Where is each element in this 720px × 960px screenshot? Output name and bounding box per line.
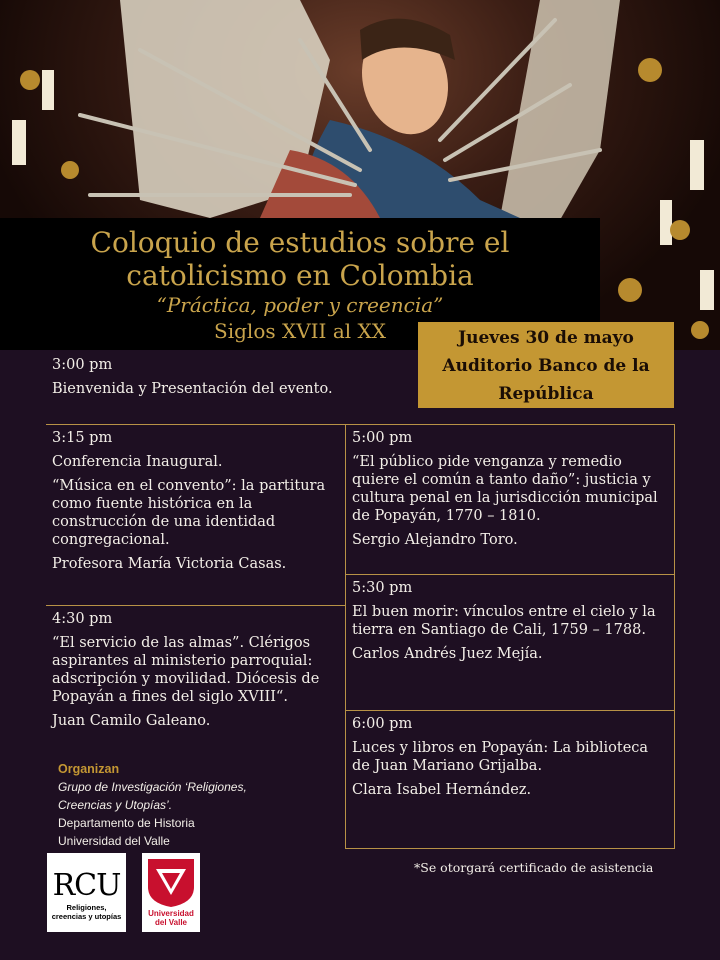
session-title: El buen morir: vínculos entre el cielo y la tierra en Santiago de Cali, 1759 – 1788. [352, 604, 656, 638]
session-500 [346, 425, 674, 575]
rcu-logo-mark: RCU [52, 868, 121, 903]
organizers-department: Departamento de Historia [58, 816, 195, 830]
event-date-box [418, 322, 674, 408]
title-line-1: Coloquio de estudios sobre el [90, 226, 510, 259]
session-430 [46, 605, 346, 753]
uv-logo-line-2: del Valle [154, 918, 188, 927]
uv-logo-text [142, 909, 200, 927]
session-speaker: Clara Isabel Hernández. [352, 782, 532, 798]
session-title: “El servicio de las almas”. Clérigos aspirantes al ministerio parroquial: adscripción y movilidad. Diócesis de Popayán a fines del siglo XVIII“. [52, 635, 320, 705]
organizers-heading: Organizan [58, 762, 120, 776]
event-venue-line-1: Auditorio Banco de la [442, 356, 650, 376]
event-date: Jueves 30 de mayo [458, 328, 634, 348]
session-time: 5:00 pm [352, 430, 413, 446]
rcu-logo-line-1: Religiones, [66, 903, 107, 912]
universidad-del-valle-logo [142, 853, 200, 932]
rcu-logo-line-2: creencias y utopías [51, 912, 122, 921]
organizers [58, 760, 328, 850]
session-315 [46, 424, 346, 606]
session-speaker: Profesora María Victoria Casas. [52, 556, 287, 572]
certificate-note: *Se otorgará certificado de asistencia [414, 860, 654, 875]
title-line-2: catolicismo en Colombia [126, 259, 474, 292]
session-600 [346, 710, 674, 848]
session-title: Luces y libros en Popayán: La biblioteca de Juan Mariano Grijalba. [352, 740, 649, 774]
session-type: Conferencia Inaugural. [52, 454, 223, 470]
session-time: 6:00 pm [352, 716, 413, 732]
session-speaker: Sergio Alejandro Toro. [352, 532, 518, 548]
session-speaker: Juan Camilo Galeano. [52, 713, 211, 729]
session-title: “El público pide venganza y remedio quiere el común a tanto daño”: justicia y cultura penal en la jurisdicción municipal de Popayán, 1770 – 1810. [352, 454, 658, 524]
session-time: 5:30 pm [352, 580, 413, 596]
program-welcome [52, 356, 412, 404]
program-right-column [345, 424, 675, 849]
event-venue-line-2: República [498, 384, 594, 404]
rcu-logo [47, 853, 126, 932]
organizers-university: Universidad del Valle [58, 834, 170, 848]
session-time: 3:15 pm [52, 430, 113, 446]
univalle-emblem-icon [142, 853, 200, 909]
subtitle: “Práctica, poder y creencia” [156, 293, 444, 317]
session-time: 3:00 pm [52, 357, 113, 373]
session-title: “Música en el convento”: la partitura como fuente histórica en la construcción de una identidad congregacional. [52, 478, 326, 548]
session-speaker: Carlos Andrés Juez Mejía. [352, 646, 543, 662]
organizers-group-line-2: Creencias y Utopías’. [58, 798, 173, 812]
page-title [0, 226, 600, 292]
session-text: Bienvenida y Presentación del evento. [52, 381, 333, 397]
uv-logo-line-1: Universidad [148, 909, 194, 918]
session-530 [346, 574, 674, 711]
session-time: 4:30 pm [52, 611, 113, 627]
organizers-group-line-1: Grupo de Investigación ‘Religiones, [58, 780, 247, 794]
period: Siglos XVII al XX [214, 319, 386, 343]
